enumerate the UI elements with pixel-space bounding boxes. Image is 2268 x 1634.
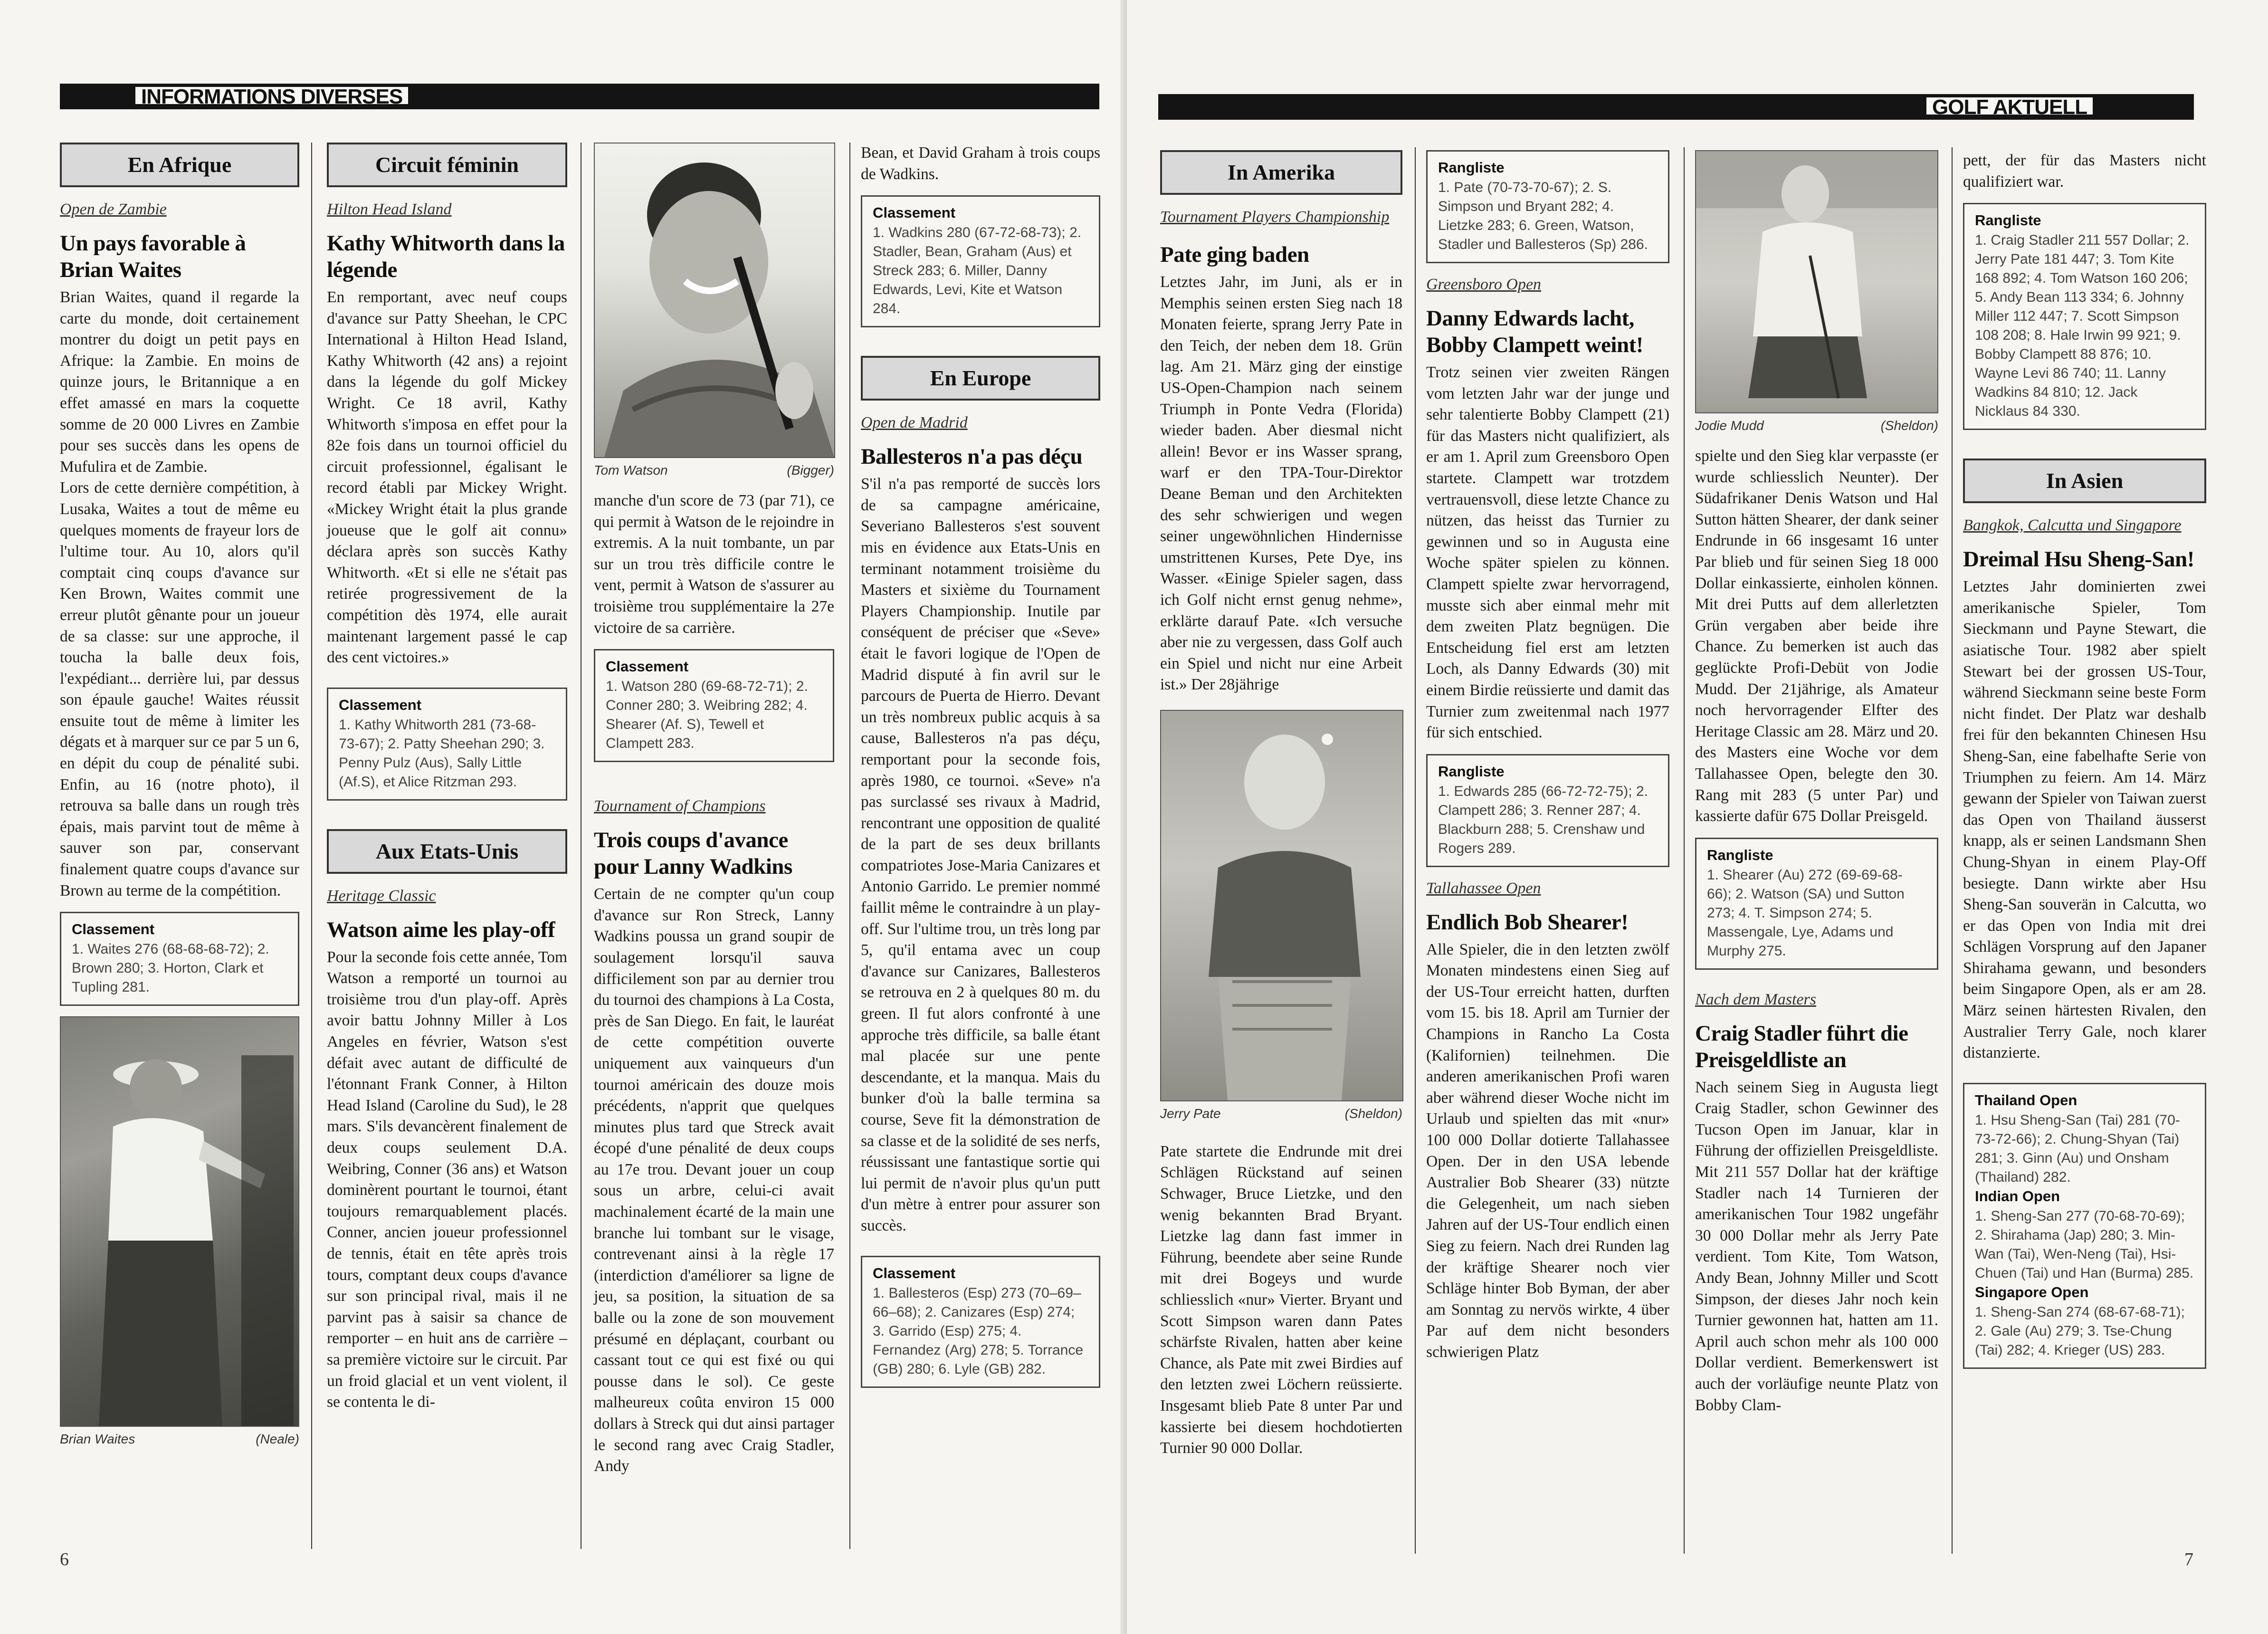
article-headline: Un pays favorable à Brian Waites bbox=[60, 231, 246, 282]
photo-jodie-mudd bbox=[1695, 150, 1938, 413]
photo-caption bbox=[1695, 417, 1938, 434]
article-body: spielte und den Sieg klar verpasste (er wurde schliesslich Neunter). Der Südafrikaner Denis Watson und Hal Sutton hätten Shearer, der dank seiner Endrunde in 66 insgesamt 16 unter Par blieb und für seinen Sieg 18 000 Dollar einkassierte, einholen können. Mit drei Putts auf dem allerletzten Grün vergaben aber beide ihre Chance. Zu bemerken ist auch das geglückte Profi-Debüt von Jodie Mudd. Der 21jährige, als Amateur noch hervorragender Elfter des Heritage Classic am 28. März und 20. des Masters eine Woche vor dem Tallahassee Open, belegte den 30. Rang mit 283 (5 unter Par) und kassierte dafür 675 Dollar Preisgeld. bbox=[1695, 447, 1938, 825]
golfer-figure bbox=[61, 1017, 298, 1426]
page-number: 7 bbox=[2184, 1549, 2193, 1569]
article-kicker: Tallahassee Open bbox=[1426, 879, 1541, 897]
article-kicker: Nach dem Masters bbox=[1695, 990, 1816, 1008]
results-box bbox=[594, 649, 834, 762]
results-text: 1. Sheng-San 274 (68-67-68-71); 2. Gale (Au) 279; 3. Tse-Chung (Tai) 282; 4. Krieger (US) 283. bbox=[1975, 1304, 2185, 1358]
article-kicker: Greensboro Open bbox=[1426, 276, 1542, 293]
results-title: Thailand Open bbox=[1975, 1091, 2077, 1108]
right-page bbox=[1127, 0, 2268, 1634]
photo-caption bbox=[594, 462, 834, 479]
section-header: En Afrique bbox=[60, 143, 299, 187]
caption-name: Jodie Mudd bbox=[1695, 418, 1764, 433]
article-kicker: Open de Madrid bbox=[861, 414, 968, 432]
column-rule bbox=[1415, 147, 1416, 1554]
article-body: S'il n'a pas remporté de succès lors de sa campagne américaine, Severiano Ballesteros s'est souvent mis en évidence aux Etats-Unis en terminant notamment troisième du Masters et sixième du Tournament Players Championship. Inutile par conséquent de préciser que «Seve» était le favori logique de l'Open de Madrid disputé à fin avril sur le parcours de Puerta de Hierro. Devant un très nombreux public acquis à sa cause, Ballesteros n'a pas déçu, remportant pour la seconde fois, après 1980, ce tournoi. «Seve» n'a pas surclassé ses rivaux à Madrid, rencontrant une opposition de qualité de la part de ses deux brillants compatriotes Jose-Maria Canizares et Antonio Garrido. Le premier nommé faillit même le contraindre à un play-off. Sur l'ultime trou, un très long par 5, qu'il entama avec un coup d'avance sur Canizares, Ballesteros se retrouva en 2 à quelques 80 m. du green. Il fut alors confronté à une approche très difficile, sa balle étant mal placée sur une pente descendante, et la manqua. Mais du bunker d'où la balle termina sa course, Seve fit la démonstration de sa classe et de la solidité de ses nerfs, réussissant une fantastique sortie qui lui permit de n'avoir plus qu'un putt d'un mètre à entrer pour assurer son succès. bbox=[861, 475, 1100, 1234]
results-box bbox=[1426, 754, 1669, 867]
results-text: 1. Watson 280 (69-68-72-71); 2. Conner 280; 3. Weibring 282; 4. Shearer (Af. S), Tewell et Clampett 283. bbox=[606, 678, 808, 752]
results-text: 1. Pate (70-73-70-67); 2. S. Simpson und Bryant 282; 4. Lietzke 283; 6. Green, Watson, Stadler und Ballesteros (Sp) 286. bbox=[1438, 180, 1648, 252]
article-kicker: Tournament of Champions bbox=[594, 797, 766, 815]
results-text: 1. Craig Stadler 211 557 Dollar; 2. Jerry Pate 181 447; 3. Tom Kite 168 892; 4. Tom Watson 160 206; 5. Andy Bean 113 334; 6. Johnny Miller 112 447; 7. Scott Simpson 108 208; 8. Hale Irwin 99 921; 9. Bobby Clampett 88 876; 10. Wayne Levi 86 740; 11. Lanny Wadkins 84 810; 12. Jack Nicklaus 84 330. bbox=[1975, 232, 2190, 420]
article-body: Brian Waites, quand il regarde la carte du monde, doit certainement montrer du doigt un petit pays en Afrique: la Zambie. En moins de quinze jours, le Britannique a en effet amassé en mars la coquette somme de 20 000 Livres en Zambie pour ses succès dans les opens de Mufulira et de Zambie. bbox=[60, 288, 299, 476]
section-header: In Amerika bbox=[1160, 150, 1402, 195]
banner-label: GOLF AKTUELL bbox=[1925, 96, 2094, 116]
results-text: 1. Waites 276 (68-68-68-72); 2. Brown 280; 3. Horton, Clark et Tupling 281. bbox=[72, 941, 269, 995]
article-headline: Ballesteros n'a pas déçu bbox=[861, 444, 1083, 469]
section-header: In Asien bbox=[1963, 459, 2206, 503]
article-body: Certain de ne compter qu'un coup d'avance sur Ron Streck, Lanny Wadkins poussa un grand soupir de soulagement lorsqu'il sauva difficilement son par au dernier trou du tournoi des champions à La Costa, près de San Diego. En fait, le lauréat de cette compétition ouverte uniquement aux vainqueurs d'un tournoi américain des douze mois précédents, n'apprit que quelques minutes plus tard que Streck avait écopé d'une pénalité de deux coups au 17e trou. Devant jouer un coup sous un arbre, celui-ci avait machinalement écarté de la main une branche lui tombant sur le visage, contrevenant ainsi à la règle 17 (interdiction d'améliorer sa ligne de jeu, sa position, la situation de sa balle ou la zone de son mouvement présumé en déplaçant, courbant ou cassant tout ce qui est fixé ou qui pousse dans le sol). Ce geste malheureux coûta environ 15 000 dollars à Streck qui dut ainsi partager le second rang avec Craig Stadler, Andy bbox=[594, 885, 834, 1475]
results-title: Classement bbox=[873, 1264, 956, 1281]
golfer-portrait bbox=[595, 143, 834, 457]
caption-credit: (Sheldon) bbox=[1880, 418, 1938, 433]
photo-jerry-pate bbox=[1160, 710, 1403, 1101]
article-kicker: Open de Zambie bbox=[60, 201, 167, 218]
results-text: 1. Hsu Sheng-San (Tai) 281 (70-73-72-66); 2. Chung-Shyan (Tai) 281; 3. Ginn (Au) und Onsham (Thailand) 282. bbox=[1975, 1112, 2180, 1185]
column-rule bbox=[1952, 147, 1953, 1554]
article-headline: Watson aime les play-off bbox=[327, 917, 555, 942]
article-headline: Danny Edwards lacht, Bobby Clampett weint! bbox=[1426, 306, 1643, 357]
results-text: 1. Wadkins 280 (67-72-68-73); 2. Stadler, Bean, Graham (Aus) et Streck 283; 6. Miller, Danny Edwards, Levi, Kite et Watson 284. bbox=[873, 225, 1082, 317]
column-3 bbox=[594, 143, 834, 1477]
results-text: 1. Ballesteros (Esp) 273 (70–69–66–68); 2. Canizares (Esp) 274; 3. Garrido (Esp) 275; 4. Fernandez (Arg) 278; 5. Torrance (GB) 280; 6. Lyle (GB) 282. bbox=[873, 1285, 1084, 1377]
column-afrique bbox=[60, 143, 299, 1448]
article-body: Letztes Jahr dominierten zwei amerikanische Spieler, Tom Sieckmann und Payne Stewart, die asiatische Tour. 1982 aber spielt Stewart bei der grossen US-Tour, während Sieckmann seine beste Form nicht findet. Der Platz war deshalb frei für den bekannten Chinesen Hsu Sheng-San, eine fabelhafte Serie von Triumphen zu feiern. Am 14. März gewann der Spieler von Taiwan zuerst das Open von Thailand äusserst knapp, als er seinen Landsmann Shen Chung-Shyan in einem Play-Off besiegte. Dann wirkte aber Hsu Sheng-San souverän in Calcutta, wo er das Open von India mit drei Schlägen Vorsprung auf den Japaner Shirahama gewann, und besonders beim Singapore Open, als er am 28. März seinen härtesten Rivalen, den Australier Terry Gale, noch klarer distanzierte. bbox=[1963, 578, 2206, 1062]
results-box bbox=[861, 195, 1100, 327]
article-headline: Dreimal Hsu Sheng-San! bbox=[1963, 547, 2194, 572]
results-title: Rangliste bbox=[1438, 763, 1505, 780]
results-title: Rangliste bbox=[1438, 159, 1505, 176]
column-2 bbox=[1426, 150, 1669, 1363]
photo-caption bbox=[60, 1431, 299, 1448]
article-kicker: Hilton Head Island bbox=[327, 201, 452, 218]
results-box bbox=[1963, 1083, 2206, 1369]
caption-credit: (Sheldon) bbox=[1344, 1106, 1402, 1121]
article-headline: Craig Stadler führt die Preisgeldliste an bbox=[1695, 1021, 1908, 1072]
results-box bbox=[60, 912, 299, 1006]
left-page bbox=[0, 0, 1127, 1634]
results-box bbox=[1426, 150, 1669, 263]
article-headline: Endlich Bob Shearer! bbox=[1426, 909, 1629, 935]
article-body: Trotz seinen vier zweiten Rängen vom letzten Jahr war der junge und sehr talentierte Bobby Clampett (21) für das Masters nicht qualifiziert, als er am 1. April zum Greensboro Open startete. Clampett war trotzdem vertrauensvoll, diese letzte Chance zu nützen, das heisst das Turnier zu gewinnen und so in Augusta eine Woche später spielen zu können. Clampett spielte zwar hervorragend, musste sich aber einmal mehr mit dem zweiten Platz begnügen. Die Entscheidung fiel erst am letzten Loch, als Danny Edwards (30) mit einem Birdie reüssierte und damit das Turnier zum zweitenmal nach 1977 für sich entschied. bbox=[1426, 363, 1669, 742]
results-title: Singapore Open bbox=[1975, 1283, 2089, 1300]
column-3 bbox=[1695, 150, 1938, 1416]
section-header: Aux Etats-Unis bbox=[327, 829, 567, 874]
column-asien bbox=[1963, 150, 2206, 1379]
banner-label: INFORMATIONS DIVERSES bbox=[134, 86, 410, 105]
article-headline: Pate ging baden bbox=[1160, 242, 1309, 267]
results-box bbox=[1695, 838, 1938, 970]
results-title: Indian Open bbox=[1975, 1187, 2060, 1204]
article-body: Nach seinem Sieg in Augusta liegt Craig Stadler, schon Gewinner des Tucson Open im Januar, klar in Führung der offiziellen Preisgeldliste. Mit 211 557 Dollar hat der kräftige Stadler nach 14 Turnieren der amerikanischen Tour 1982 ungefähr 30 000 Dollar mehr als Jerry Pate verdient. Tom Kite, Tom Watson, Andy Bean, Johnny Miller und Scott Simpson, der dieses Jahr noch kein Turnier gewonnen hat, hatten am 11. April auch schon mehr als 100 000 Dollar verdient. Bemerkenswert ist auch der vorläufige neunte Platz von Bobby Clam- bbox=[1695, 1078, 1938, 1414]
section-header: En Europe bbox=[861, 356, 1100, 401]
photo-caption bbox=[1160, 1105, 1402, 1122]
article-kicker: Heritage Classic bbox=[327, 887, 436, 905]
column-europe bbox=[861, 143, 1100, 1398]
results-title: Classement bbox=[873, 204, 956, 221]
page-number: 6 bbox=[60, 1549, 69, 1569]
results-box bbox=[1963, 203, 2206, 430]
article-body: En remportant, avec neuf coups d'avance sur Patty Sheehan, le CPC International à Hilton Head Island, Kathy Whitworth (42 ans) a rejoint dans la légende du golf Mickey Wright. Ce 18 avril, Kathy Whitworth s'imposa en effet pour la 82e fois dans un tournoi officiel du circuit professionnel, égalisant le record établi par Mickey Wright. «Mickey Wright était la plus grande joueuse que le golf ait connu» déclara après son succès Kathy Whitworth. «Et si elle ne s'était pas retirée progressivement de la compétition dès 1974, elle aurait maintenant largement passé le cap des cent victoires.» bbox=[327, 288, 567, 667]
results-text: 1. Sheng-San 277 (70-68-70-69); 2. Shirahama (Jap) 280; 3. Min-Wan (Tai), Wen-Neng (Tai), Hsi-Chuen (Tai) und Han (Burma) 285. bbox=[1975, 1208, 2194, 1281]
article-body: Lors de cette dernière compétition, à Lusaka, Waites a tout de même eu quelques moments de frayeur lors de l'ultime tour. Au 10, alors qu'il comptait cinq coups d'avance sur Ken Brown, Waites commit une erreur plutôt gênante pour un joueur de sa classe: sur une approche, il toucha la balle deux fois, l'expédiant... derrière lui, par dessus son épaule gauche! Waites réussit ensuite tout de même à limiter les dégats et à marquer sur ce par 5 un 6, en dépit du coup de pénalité subi. Enfin, au 16 (notre photo), il retrouva sa balle dans un rough très épais, mais parvint tout de même à sauver son par, conservant finalement quatre coups d'avance sur Brown au terme de la compétition. bbox=[60, 479, 299, 899]
column-amerika bbox=[1160, 150, 1402, 1459]
article-body: Pour la seconde fois cette année, Tom Watson a remporté un tournoi au troisième trou d'un play-off. Après avoir battu Johnny Miller à Los Angeles en février, Watson s'est défait avec autant de difficulté de l'étonnant Frank Conner, à Hilton Head Island (Caroline du Sud), le 28 mars. S'ils devancèrent finalement de deux coups seulement D.A. Weibring, Conner (36 ans) et Watson dominèrent pourtant le tournoi, étant toujours remarquablement placés. Conner, ancien joueur professionnel de tennis, était en tête après trois tours, comptant deux coups d'avance sur son principal rival, mais il ne parvint pas à saisir sa chance de remporter – en huit ans de carrière – sa première victoire sur le circuit. Par un froid glacial et un vent violent, il se contenta le di- bbox=[327, 948, 567, 1411]
article-body: Letztes Jahr, im Juni, als er in Memphis seinen ersten Sieg nach 18 Monaten feierte, sprang Jerry Pate in den Teich, der neben dem 18. Grün lag. Am 21. März ging der einstige US-Open-Champion nach seinem Triumph in Ponte Vedra (Florida) wieder baden. Aber diesmal nicht allein! Bevor er ins Wasser sprang, warf er den TPA-Tour-Direktor Deane Beman und den Architekten des sehr schwierigen und wegen seiner ungewöhnlichen Hindernisse umstrittenen Kurses, Pete Dye, ins Wasser. «Einige Spieler sagen, dass ich Golf nicht ernst genug nehme», erklärte darauf Pate. «Ich versuche aber nie zu vergessen, dass Golf auch ein Spiel und nicht nur eine Arbeit ist.» Der 28jährige bbox=[1160, 273, 1402, 694]
photo-tom-watson bbox=[594, 143, 835, 458]
results-text: 1. Edwards 285 (66-72-72-75); 2. Clampett 286; 3. Renner 287; 4. Blackburn 288; 5. Crenshaw und Rogers 289. bbox=[1438, 783, 1648, 856]
results-text: 1. Shearer (Au) 272 (69-69-68-66); 2. Watson (SA) und Sutton 273; 4. T. Simpson 274; 5. Massengale, Lye, Adams und Murphy 275. bbox=[1707, 867, 1905, 959]
results-title: Rangliste bbox=[1707, 846, 1773, 863]
golfer-figure bbox=[1161, 711, 1402, 1100]
article-headline: Kathy Whitworth dans la légende bbox=[327, 231, 565, 282]
caption-credit: (Bigger) bbox=[787, 463, 834, 478]
caption-name: Tom Watson bbox=[594, 463, 668, 478]
column-feminin bbox=[327, 143, 567, 1413]
caption-name: Jerry Pate bbox=[1160, 1106, 1221, 1121]
column-rule bbox=[1684, 147, 1685, 1554]
results-title: Classement bbox=[606, 658, 689, 675]
section-header: Circuit féminin bbox=[327, 143, 567, 187]
caption-name: Brian Waites bbox=[60, 1432, 135, 1447]
column-rule bbox=[311, 143, 312, 1549]
results-title: Rangliste bbox=[1975, 212, 2041, 229]
photo-brian-waites bbox=[60, 1016, 299, 1427]
golfer-crouching bbox=[1696, 151, 1937, 412]
article-body: manche d'un score de 73 (par 71), ce qui permit à Watson de le rejoindre in extremis. A la nuit tombante, un par sur un trou très difficile contre le vent, permit à Watson de s'assurer au troisième trou supplémentaire la 27e victoire de sa carrière. bbox=[594, 492, 834, 637]
caption-credit: (Neale) bbox=[256, 1432, 299, 1447]
article-body: pett, der für das Masters nicht qualifiziert war. bbox=[1963, 152, 2206, 191]
results-box bbox=[861, 1256, 1100, 1388]
article-body: Alle Spieler, die in den letzten zwölf Monaten mindestens einen Sieg auf der US-Tour erreicht hatten, durften vom 15. bis 18. April am Turnier der Champions in Rancho La Costa (Kalifornien) teilnehmen. Die anderen amerikanischen Profi waren aber während dieser Woche nicht im Urlaub und spielten das mit «nur» 100 000 Dollar dotierte Tallahassee Open. Der in den USA lebende Australier Bob Shearer (33) nützte die Gelegenheit, um nach sieben Jahren auf der US-Tour endlich einen Sieg zu feiern. Nach drei Runden lag der kräftige Shearer noch vier Schläge hinter Bob Byman, der aber am Sonntag zu nervös wirkte, 4 über Par auf dem nicht besonders schwierigen Platz bbox=[1426, 940, 1669, 1361]
article-body: Bean, et David Graham à trois coups de Wadkins. bbox=[861, 144, 1100, 183]
article-kicker: Bangkok, Calcutta und Singapore bbox=[1963, 516, 2182, 535]
results-title: Classement bbox=[72, 921, 155, 938]
article-body: Pate startete die Endrunde mit drei Schlägen Rückstand auf seinen Schwager, Bruce Lietzke, und den wenig bekannten Brad Bryant. Lietzke lag dann fast immer in Führung, beendete aber seine Runde mit drei Bogeys und wurde schliesslich «nur» Vierter. Bryant und Scott Simpson waren dann Pates schärfste Rivalen, hatten aber keine Chance, als Pate mit zwei Birdies auf den letzten zwei Löchern reüssierte. Insgesamt blieb Pate 8 unter Par und kassierte bei diesem hochdotierten Turnier 90 000 Dollar. bbox=[1160, 1142, 1402, 1457]
article-headline: Trois coups d'avance pour Lanny Wadkins bbox=[594, 828, 792, 879]
results-box bbox=[327, 688, 567, 801]
article-kicker: Tournament Players Championship bbox=[1160, 208, 1390, 226]
column-rule bbox=[849, 143, 850, 1549]
results-title: Classement bbox=[339, 696, 422, 713]
results-text: 1. Kathy Whitworth 281 (73-68-73-67); 2. Patty Sheehan 290; 3. Penny Pulz (Aus), Sally Little (Af.S), et Alice Ritzman 293. bbox=[339, 717, 545, 790]
